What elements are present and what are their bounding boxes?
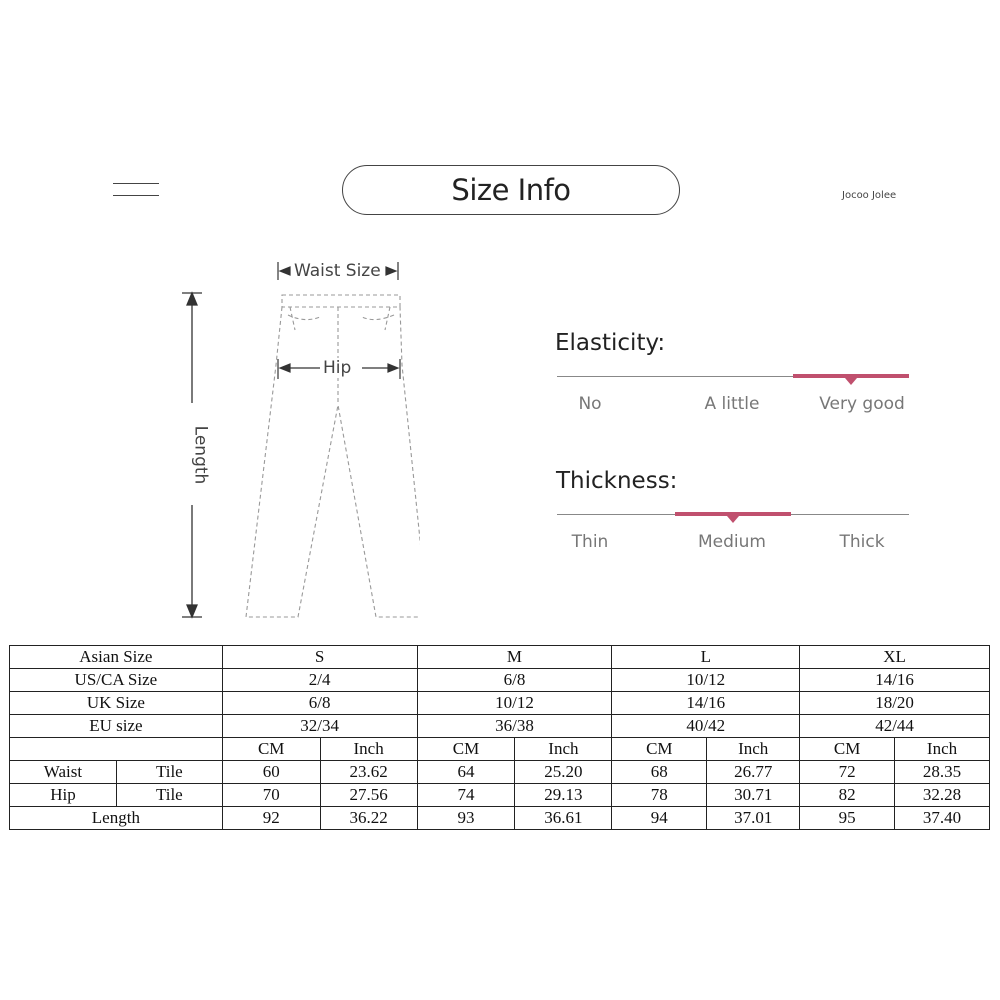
size-cell: M bbox=[417, 646, 612, 669]
elasticity-option-no: No bbox=[578, 394, 602, 414]
measure-cell: 37.40 bbox=[895, 807, 990, 830]
table-row bbox=[10, 807, 990, 830]
table-row bbox=[10, 761, 990, 784]
hip-label: Hip bbox=[320, 358, 354, 378]
table-row bbox=[10, 715, 990, 738]
unit-header: Inch bbox=[895, 738, 990, 761]
measure-cell: 74 bbox=[417, 784, 515, 807]
size-cell: 36/38 bbox=[417, 715, 612, 738]
pants-diagram bbox=[170, 255, 420, 625]
size-cell: S bbox=[222, 646, 417, 669]
table-row bbox=[10, 646, 990, 669]
brand-name: Jocoo Jolee bbox=[842, 190, 897, 201]
table-row bbox=[10, 669, 990, 692]
size-cell: 18/20 bbox=[800, 692, 990, 715]
size-cell: 40/42 bbox=[612, 715, 800, 738]
measure-cell: 32.28 bbox=[895, 784, 990, 807]
thickness-marker-icon bbox=[727, 516, 739, 523]
measure-cell: 68 bbox=[612, 761, 707, 784]
thickness-title: Thickness: bbox=[556, 468, 678, 494]
measure-cell: 78 bbox=[612, 784, 707, 807]
measure-cell: 30.71 bbox=[707, 784, 800, 807]
size-cell: 2/4 bbox=[222, 669, 417, 692]
measure-cell: 37.01 bbox=[707, 807, 800, 830]
elasticity-title: Elasticity: bbox=[555, 330, 666, 356]
row-label-uk-size: UK Size bbox=[10, 692, 223, 715]
size-cell: 10/12 bbox=[612, 669, 800, 692]
size-cell: XL bbox=[800, 646, 990, 669]
measure-cell: 70 bbox=[222, 784, 320, 807]
measure-cell: 92 bbox=[222, 807, 320, 830]
thickness-option-thick: Thick bbox=[839, 532, 885, 552]
size-cell: 32/34 bbox=[222, 715, 417, 738]
thickness-option-medium: Medium bbox=[698, 532, 766, 552]
waist-size-label: Waist Size bbox=[291, 261, 384, 281]
unit-header: Inch bbox=[320, 738, 417, 761]
menu-lines-icon bbox=[113, 183, 159, 197]
size-cell: 6/8 bbox=[417, 669, 612, 692]
table-row bbox=[10, 738, 990, 761]
measure-cell: 64 bbox=[417, 761, 515, 784]
measure-cell: 82 bbox=[800, 784, 895, 807]
row-sublabel-hip: Tile bbox=[116, 784, 222, 807]
row-label-usca-size: US/CA Size bbox=[10, 669, 223, 692]
size-cell: 6/8 bbox=[222, 692, 417, 715]
size-table bbox=[9, 645, 990, 830]
measure-cell: 36.61 bbox=[515, 807, 612, 830]
row-label-length: Length bbox=[10, 807, 223, 830]
measure-cell: 93 bbox=[417, 807, 515, 830]
measure-cell: 95 bbox=[800, 807, 895, 830]
measure-cell: 94 bbox=[612, 807, 707, 830]
row-sublabel-waist: Tile bbox=[116, 761, 222, 784]
length-label: Length bbox=[190, 423, 210, 488]
title-box bbox=[342, 165, 680, 215]
measure-cell: 23.62 bbox=[320, 761, 417, 784]
measure-cell: 60 bbox=[222, 761, 320, 784]
measure-cell: 28.35 bbox=[895, 761, 990, 784]
unit-header: CM bbox=[222, 738, 320, 761]
unit-header: Inch bbox=[707, 738, 800, 761]
measure-cell: 29.13 bbox=[515, 784, 612, 807]
table-row bbox=[10, 692, 990, 715]
measure-cell: 26.77 bbox=[707, 761, 800, 784]
thickness-option-thin: Thin bbox=[571, 532, 609, 552]
row-label-hip: Hip bbox=[10, 784, 117, 807]
size-cell: 14/16 bbox=[612, 692, 800, 715]
elasticity-option-very-good: Very good bbox=[819, 394, 905, 414]
elasticity-option-a-little: A little bbox=[704, 394, 760, 414]
size-cell: 42/44 bbox=[800, 715, 990, 738]
elasticity-marker-icon bbox=[845, 378, 857, 385]
table-row bbox=[10, 784, 990, 807]
empty-cell bbox=[10, 738, 223, 761]
size-cell: L bbox=[612, 646, 800, 669]
size-cell: 14/16 bbox=[800, 669, 990, 692]
row-label-waist: Waist bbox=[10, 761, 117, 784]
unit-header: CM bbox=[417, 738, 515, 761]
page-title: Size Info bbox=[451, 173, 571, 207]
measure-cell: 27.56 bbox=[320, 784, 417, 807]
size-cell: 10/12 bbox=[417, 692, 612, 715]
measure-cell: 25.20 bbox=[515, 761, 612, 784]
row-label-asian-size: Asian Size bbox=[10, 646, 223, 669]
measure-cell: 36.22 bbox=[320, 807, 417, 830]
unit-header: CM bbox=[612, 738, 707, 761]
row-label-eu-size: EU size bbox=[10, 715, 223, 738]
unit-header: CM bbox=[800, 738, 895, 761]
unit-header: Inch bbox=[515, 738, 612, 761]
measure-cell: 72 bbox=[800, 761, 895, 784]
